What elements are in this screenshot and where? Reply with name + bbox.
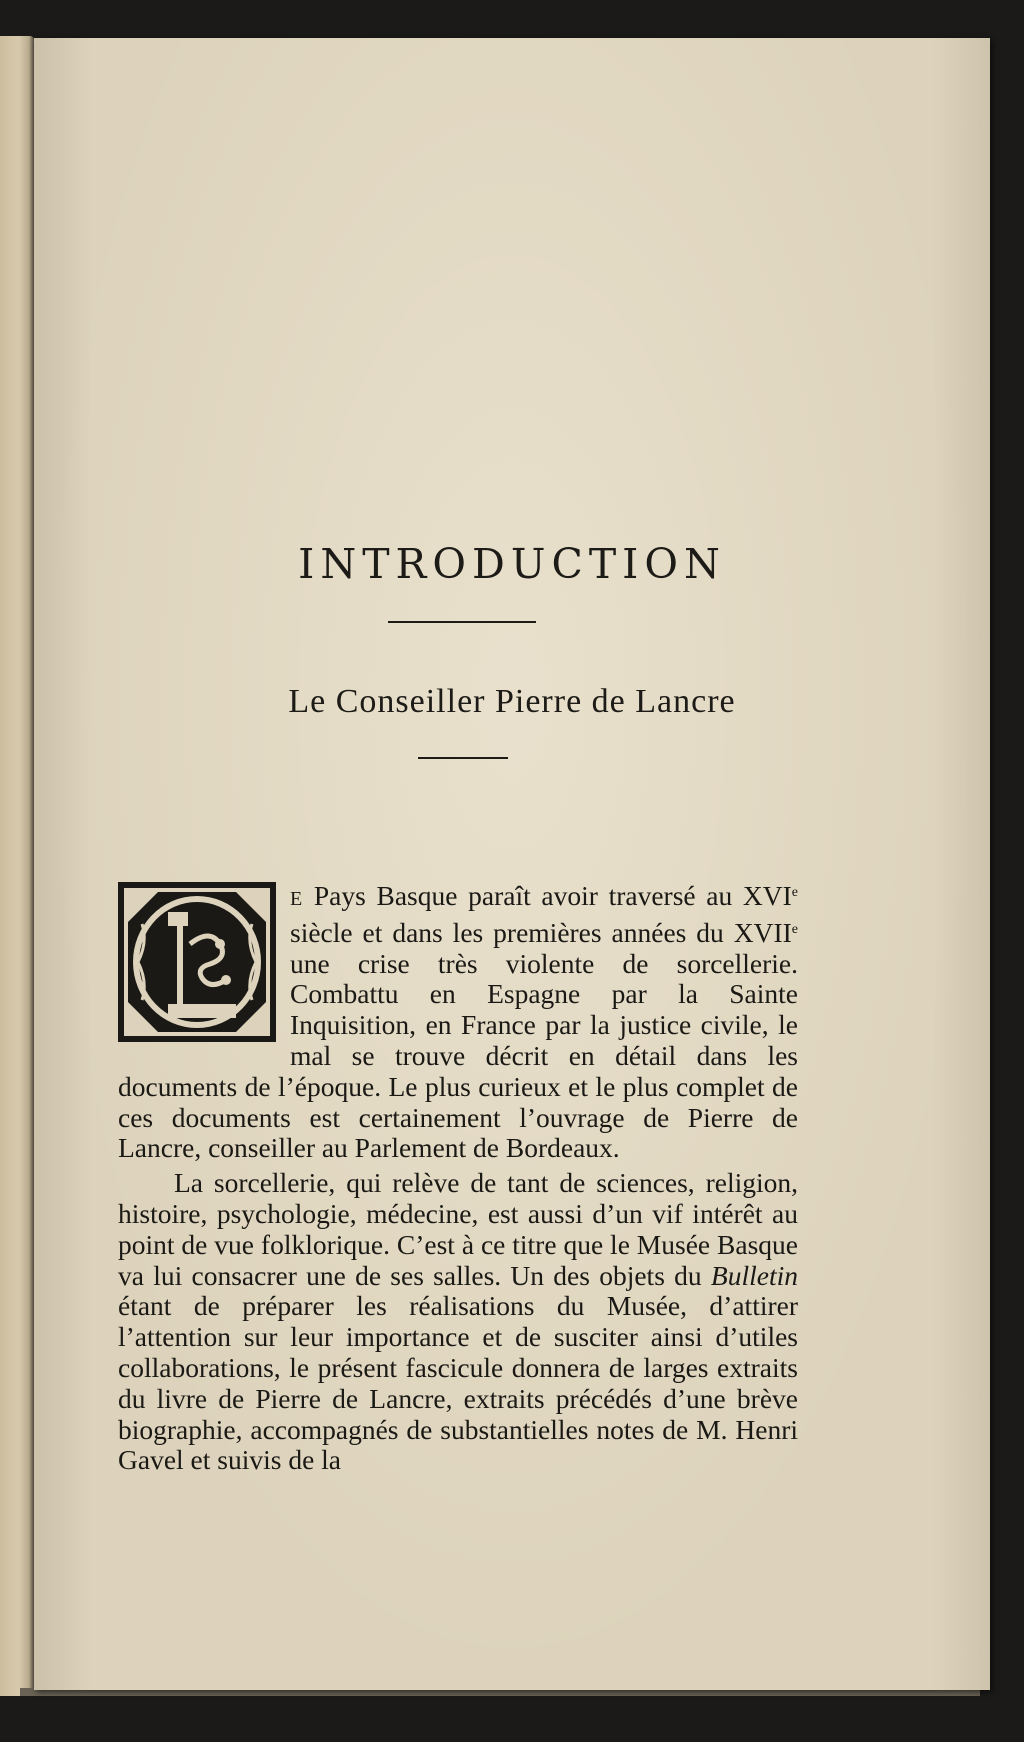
book-page bbox=[34, 38, 990, 1690]
chapter-title: INTRODUCTION bbox=[298, 540, 726, 588]
body-text bbox=[118, 878, 798, 1476]
century-suffix-1: e bbox=[791, 885, 798, 900]
paragraph-2-text-b: étant de préparer les réalisations du Musée, d’attirer l’attention sur leur importance et de susciter ainsi d’utiles collaborations, le présent fascicule donnera de larges extraits du livre de Pierre de Lancre, extraits précédés d’une brève biographie, accompagnés de substantielles notes de M. Henri Gavel et suivis de la bbox=[118, 1290, 798, 1476]
paragraph-2-text-a: La sorcellerie, qui relève de tant de sciences, religion, histoire, psychologie, médecine, est aussi d’un vif intérêt au point de vue folklorique. C’est à ce titre que le Musée Basque va lui consacrer une de ses salles. Un des objets du bbox=[118, 1167, 798, 1291]
paragraph-1-text-b: siècle et dans les premières années du XVII bbox=[290, 916, 792, 948]
paragraph-2 bbox=[118, 1168, 798, 1476]
paragraph-1 bbox=[118, 878, 798, 1164]
title-rule bbox=[388, 621, 536, 623]
chapter-subtitle: Le Conseiller Pierre de Lancre bbox=[288, 683, 736, 720]
paragraph-1-text-a: Pays Basque paraît avoir traversé au XVI bbox=[303, 880, 792, 911]
century-suffix-2: e bbox=[791, 921, 798, 937]
facing-page-edge bbox=[0, 36, 34, 1696]
dropcap-continuation: E bbox=[290, 888, 304, 910]
paragraph-1-text-c: une crise très violente de sorcellerie. Combattu en Espagne par la Sainte Inquisition, en France par la justice civile, le mal se trouve décrit en détail dans les documents de l’époque. Le plus curieux et le plus complet de ces documents est certainement l’ouvrage de Pierre de Lancre, conseiller au Parlement de Bordeaux. bbox=[118, 947, 798, 1164]
bulletin-title: Bulletin bbox=[710, 1259, 798, 1291]
subtitle-rule bbox=[418, 757, 508, 759]
ornamental-drop-cap-icon bbox=[118, 882, 276, 1042]
